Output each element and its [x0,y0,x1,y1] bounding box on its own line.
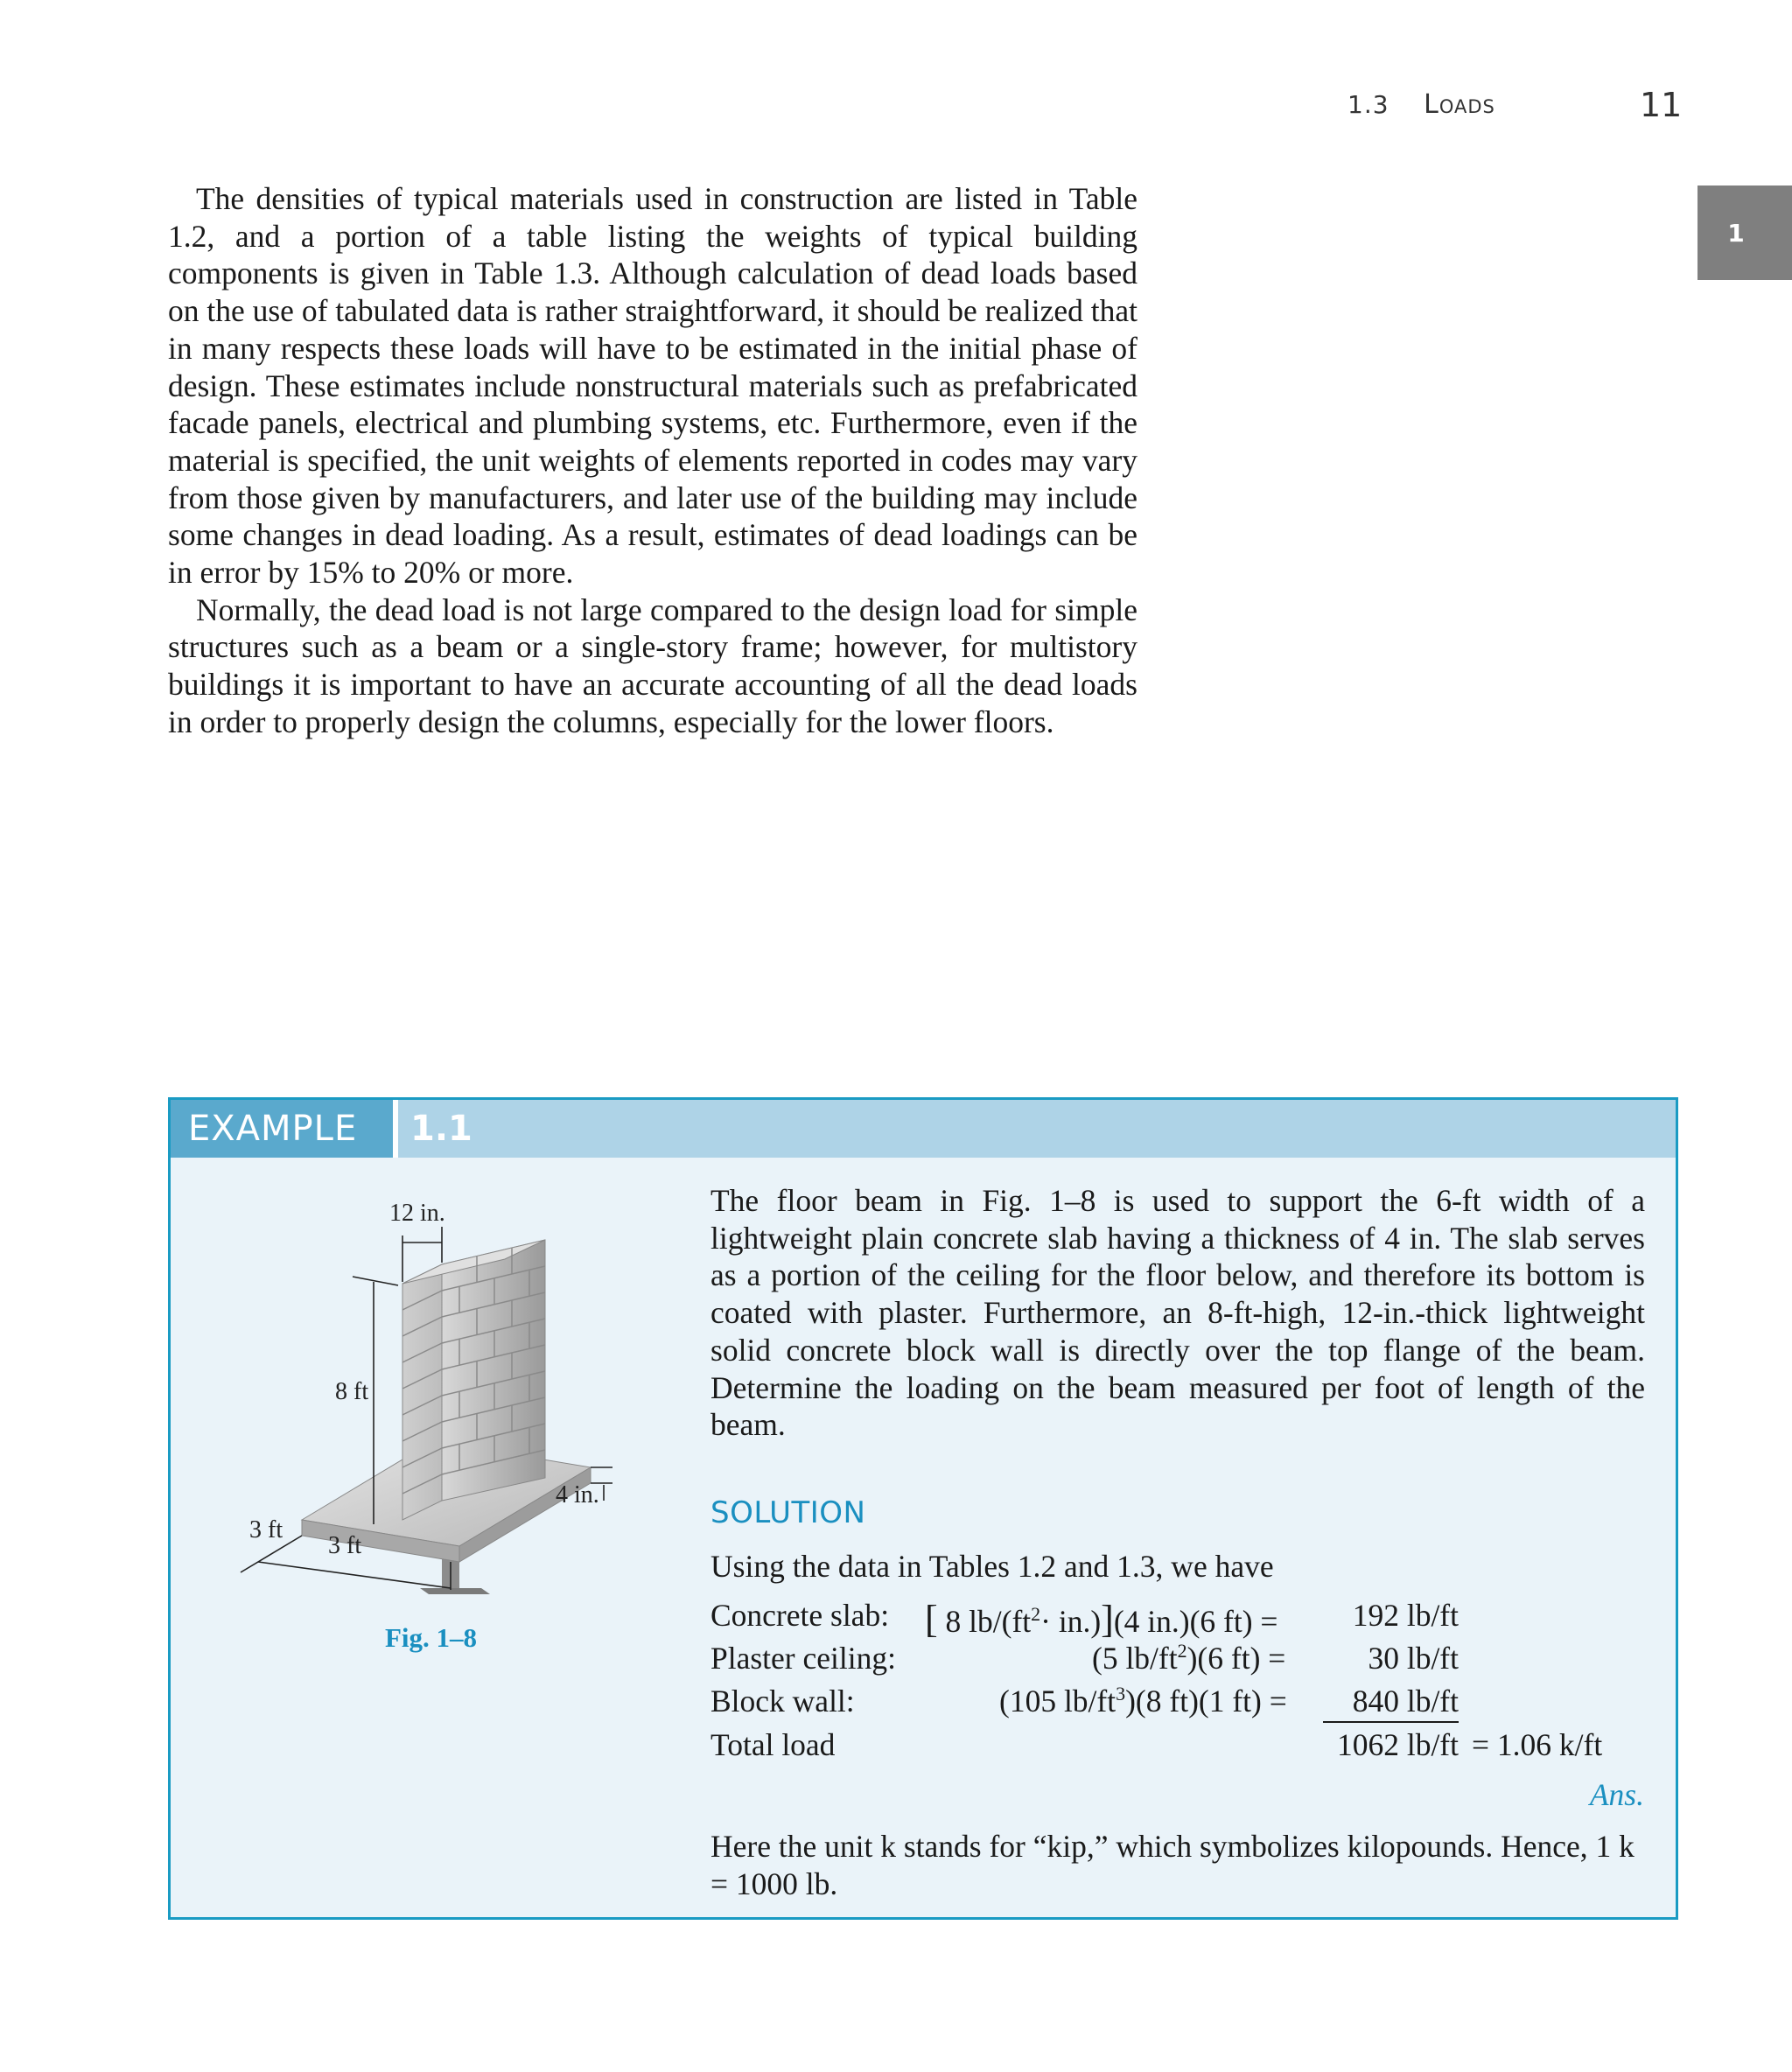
paragraph: Normally, the dead load is not large compared to the design load for simple structures such as a beam or a single-story frame; however, for multistory buildings it is important to have an accurate accounting of all the dead loads in order to properly design the columns, especially for the lower floors. [168,592,1138,739]
beam-bottom-flange [420,1588,490,1594]
dim-left-width: 3 ft [249,1516,284,1544]
wall-front [402,1264,442,1520]
row-result: 30 lb/ft [1368,1641,1459,1676]
row-result: 840 lb/ft [1323,1683,1459,1723]
dim-wall-thickness: 12 in. [389,1200,445,1227]
example-number: 1.1 [410,1109,472,1149]
running-header-section [1348,89,1495,120]
row-result: 1062 lb/ft [1336,1727,1459,1762]
dim-slab-thickness: 4 in. [556,1481,599,1508]
problem-statement: The floor beam in Fig. 1–8 is used to support the 6-ft width of a lightweight plain concrete slab having a thickness of 4 in. The slab serves as a portion of the ceiling for the floor below, and therefore its bottom is coated with plaster. Furthermore, an 8-ft-high, 12-in.-thick lightweight solid concrete block wall is directly over the top flange of the beam. Determine the loading on the beam measured per foot of length of the beam. [710,1183,1645,1443]
row-label: Concrete slab: [710,1598,890,1633]
calc-row-total [710,1726,1645,1765]
paragraph: The densities of typical materials used in construction are listed in Table 1.2, and a portion of a table listing the weights of typical building components is given in Table 1.3. Although calculation of dead loads based on the use of tabulated data is rather straightforward, it should be realized that in many respects these loads will have to be estimated in the initial phase of design. These estimates include nonstructural materials such as prefabricated facade panels, electrical and plumbing systems, etc. Furthermore, even if the material is specified, the unit weights of elements reported in codes may vary from those given by manufacturers, and later use of the building may include some changes in dead loading. As a result, estimates of dead loadings can be in error by 15% to 20% or more. [168,181,1138,591]
section-number: 1.3 [1348,90,1390,119]
row-result: 192 lb/ft [1352,1598,1459,1633]
calc-row-wall [710,1683,1645,1721]
section-title: Loads [1424,89,1495,120]
example-label: EXAMPLE [171,1100,393,1158]
example-divider [393,1100,398,1158]
solution-heading: SOLUTION [710,1495,866,1530]
calc-row-slab [710,1597,1645,1641]
row-expression: (5 $lb/ft^2)(6$ ft) = [1092,1640,1286,1676]
answer-marker: Ans. [1589,1777,1644,1812]
example-box [168,1097,1678,1920]
calc-row-plaster [710,1640,1645,1678]
figure-1-8 [188,1179,713,1669]
solution-intro: Using the data in Tables 1.2 and 1.3, we have [710,1549,1274,1584]
row-label: Block wall: [710,1684,855,1718]
row-expression: (105 $lb/ft^3)(8$ ft)(1 ft) = [999,1683,1287,1718]
body-text [168,180,1138,741]
row-label: Plaster ceiling: [710,1641,896,1676]
dim-wall-height: 8 ft [335,1378,369,1405]
page-number: 11 [1640,86,1683,124]
row-label: Total load [710,1727,836,1762]
chapter-thumb-tab: 1 [1698,186,1792,280]
closing-note: Here the unit k stands for “kip,” which symbolizes kilopounds. Hence, 1 k = 1000 lb. [710,1829,1634,1901]
total-converted: = 1.06 k/ft [1472,1727,1603,1762]
figure-caption: Fig. 1–8 [385,1622,478,1653]
dim-right-width: 3 ft [328,1532,362,1559]
row-expression: [ 8 $lb/(ft^2\cdot in.)](4$ in.)(6 ft) = [925,1598,1278,1641]
